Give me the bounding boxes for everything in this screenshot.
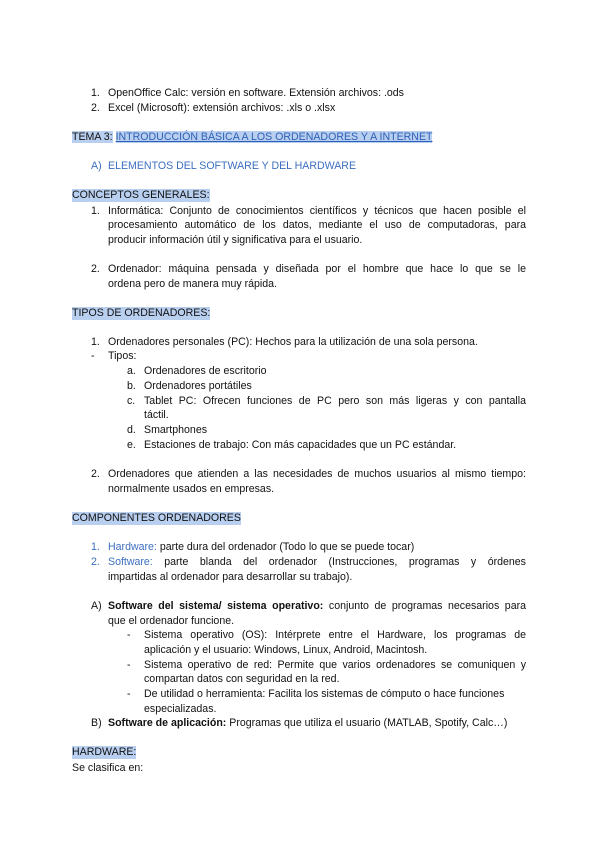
bullet-os-line: Sistema operativo (OS): Intérprete entre el Hardware, los programas de <box>144 629 526 641</box>
dash-bullet: - <box>127 659 131 671</box>
tipos-item-multiusuario-line: Ordenadores que atienden a las necesidades de muchos usuarios al mismo tiempo: <box>108 468 526 480</box>
concepto-informatica-line: procesamiento automático de los datos, mediante el uso de computadoras, para <box>108 219 526 231</box>
software-sistema <box>108 600 526 613</box>
list-number: 2. <box>91 263 100 275</box>
hardware-desc: parte dura del ordenador (Todo lo que se puede tocar) <box>159 541 415 553</box>
dash-bullet: - <box>91 350 95 362</box>
software-b-letter: B) <box>91 717 102 729</box>
tipo-smartphones: Smartphones <box>144 424 208 436</box>
tipos-heading: TIPOS DE ORDENADORES: <box>72 307 211 319</box>
tipo-tablet-line: Tablet PC: Ofrecen funciones de PC pero son más ligeras y con pantalla <box>144 395 526 407</box>
dash-bullet: - <box>127 629 131 641</box>
software-aplicacion-rest: Programas que utiliza el usuario (MATLAB, Spotify, Calc…) <box>229 717 508 729</box>
sub-letter: b. <box>127 380 136 392</box>
tipo-tablet-line: táctil. <box>144 409 169 421</box>
hardware-heading: HARDWARE: <box>72 746 137 758</box>
software-desc-line2: impartidas al ordenador para desarrollar su trabajo). <box>108 571 353 583</box>
list-number: 2. <box>91 468 100 480</box>
componente-hardware <box>108 541 414 554</box>
sub-letter: c. <box>127 395 136 407</box>
software-desc: parte blanda del ordenador (Instrucciones, programas y órdenes <box>164 556 526 568</box>
tipo-estaciones: Estaciones de trabajo: Con más capacidades que un PC estándar. <box>144 439 457 451</box>
sub-letter: e. <box>127 439 136 451</box>
tema-heading <box>72 131 432 144</box>
bullet-utilidad-line: especializadas. <box>144 703 217 715</box>
concepto-ordenador-line: Ordenador: máquina pensada y diseñada por el hombre que hace lo que se le <box>108 263 526 275</box>
tipos-item-multiusuario-line: normalmente usados en empresas. <box>108 483 275 495</box>
bullet-utilidad-line: De utilidad o herramienta: Facilita los sistemas de cómputo o hace funciones <box>144 688 505 700</box>
list-number: 2. <box>91 556 100 568</box>
software-a-letter: A) <box>91 600 102 612</box>
conceptos-heading: CONCEPTOS GENERALES: <box>72 189 210 201</box>
software-sistema-rest: conjunto de programas necesarios para <box>328 600 526 612</box>
section-a-title: ELEMENTOS DEL SOFTWARE Y DEL HARDWARE <box>108 160 357 172</box>
concepto-informatica-line: Informática: Conjunto de conocimientos científicos y técnicos que hacen posible el <box>108 205 526 217</box>
hardware-text: Se clasifica en: <box>72 762 144 774</box>
tipo-escritorio: Ordenadores de escritorio <box>144 365 267 377</box>
list-item-ods: OpenOffice Calc: versión en software. Extensión archivos: .ods <box>108 87 404 99</box>
tipos-label: Tipos: <box>108 350 137 362</box>
software-sistema-line2: que el ordenador funcione. <box>108 615 235 627</box>
bullet-red-line: compartan datos con seguridad en la red. <box>144 673 340 685</box>
section-a-letter: A) <box>91 160 102 172</box>
bullet-red-line: Sistema operativo de red: Permite que varios ordenadores se comuniquen y <box>144 659 526 671</box>
tema-label: TEMA 3: <box>72 131 113 143</box>
concepto-informatica-line: producir información útil y significativa para el usuario. <box>108 234 363 246</box>
bullet-os-line: aplicación y el usuario: Windows, Linux, Android, Macintosh. <box>144 644 428 656</box>
software-sistema-bold: Software del sistema/ sistema operativo: <box>108 600 324 612</box>
software-term: Software: <box>108 556 153 568</box>
tema-title-link[interactable]: INTRODUCCIÓN BÁSICA A LOS ORDENADORES Y A INTERNET <box>115 131 433 143</box>
sub-letter: d. <box>127 424 136 436</box>
tipo-portatiles: Ordenadores portátiles <box>144 380 252 392</box>
list-number: 1. <box>91 205 100 217</box>
list-number: 2. <box>91 102 100 114</box>
componentes-heading: COMPONENTES ORDENADORES <box>72 512 241 524</box>
list-number: 1. <box>91 87 100 99</box>
software-aplicacion-bold: Software de aplicación: <box>108 717 227 729</box>
list-number: 1. <box>91 541 100 553</box>
componente-software <box>108 556 526 569</box>
software-aplicacion <box>108 717 507 730</box>
sub-letter: a. <box>127 365 136 377</box>
list-item-xls: Excel (Microsoft): extensión archivos: .xls o .xlsx <box>108 102 336 114</box>
tipos-item-pc: Ordenadores personales (PC): Hechos para la utilización de una sola persona. <box>108 336 478 348</box>
dash-bullet: - <box>127 688 131 700</box>
list-number: 1. <box>91 336 100 348</box>
concepto-ordenador-line: ordena pero de manera muy rápida. <box>108 278 278 290</box>
hardware-term: Hardware: <box>108 541 157 553</box>
